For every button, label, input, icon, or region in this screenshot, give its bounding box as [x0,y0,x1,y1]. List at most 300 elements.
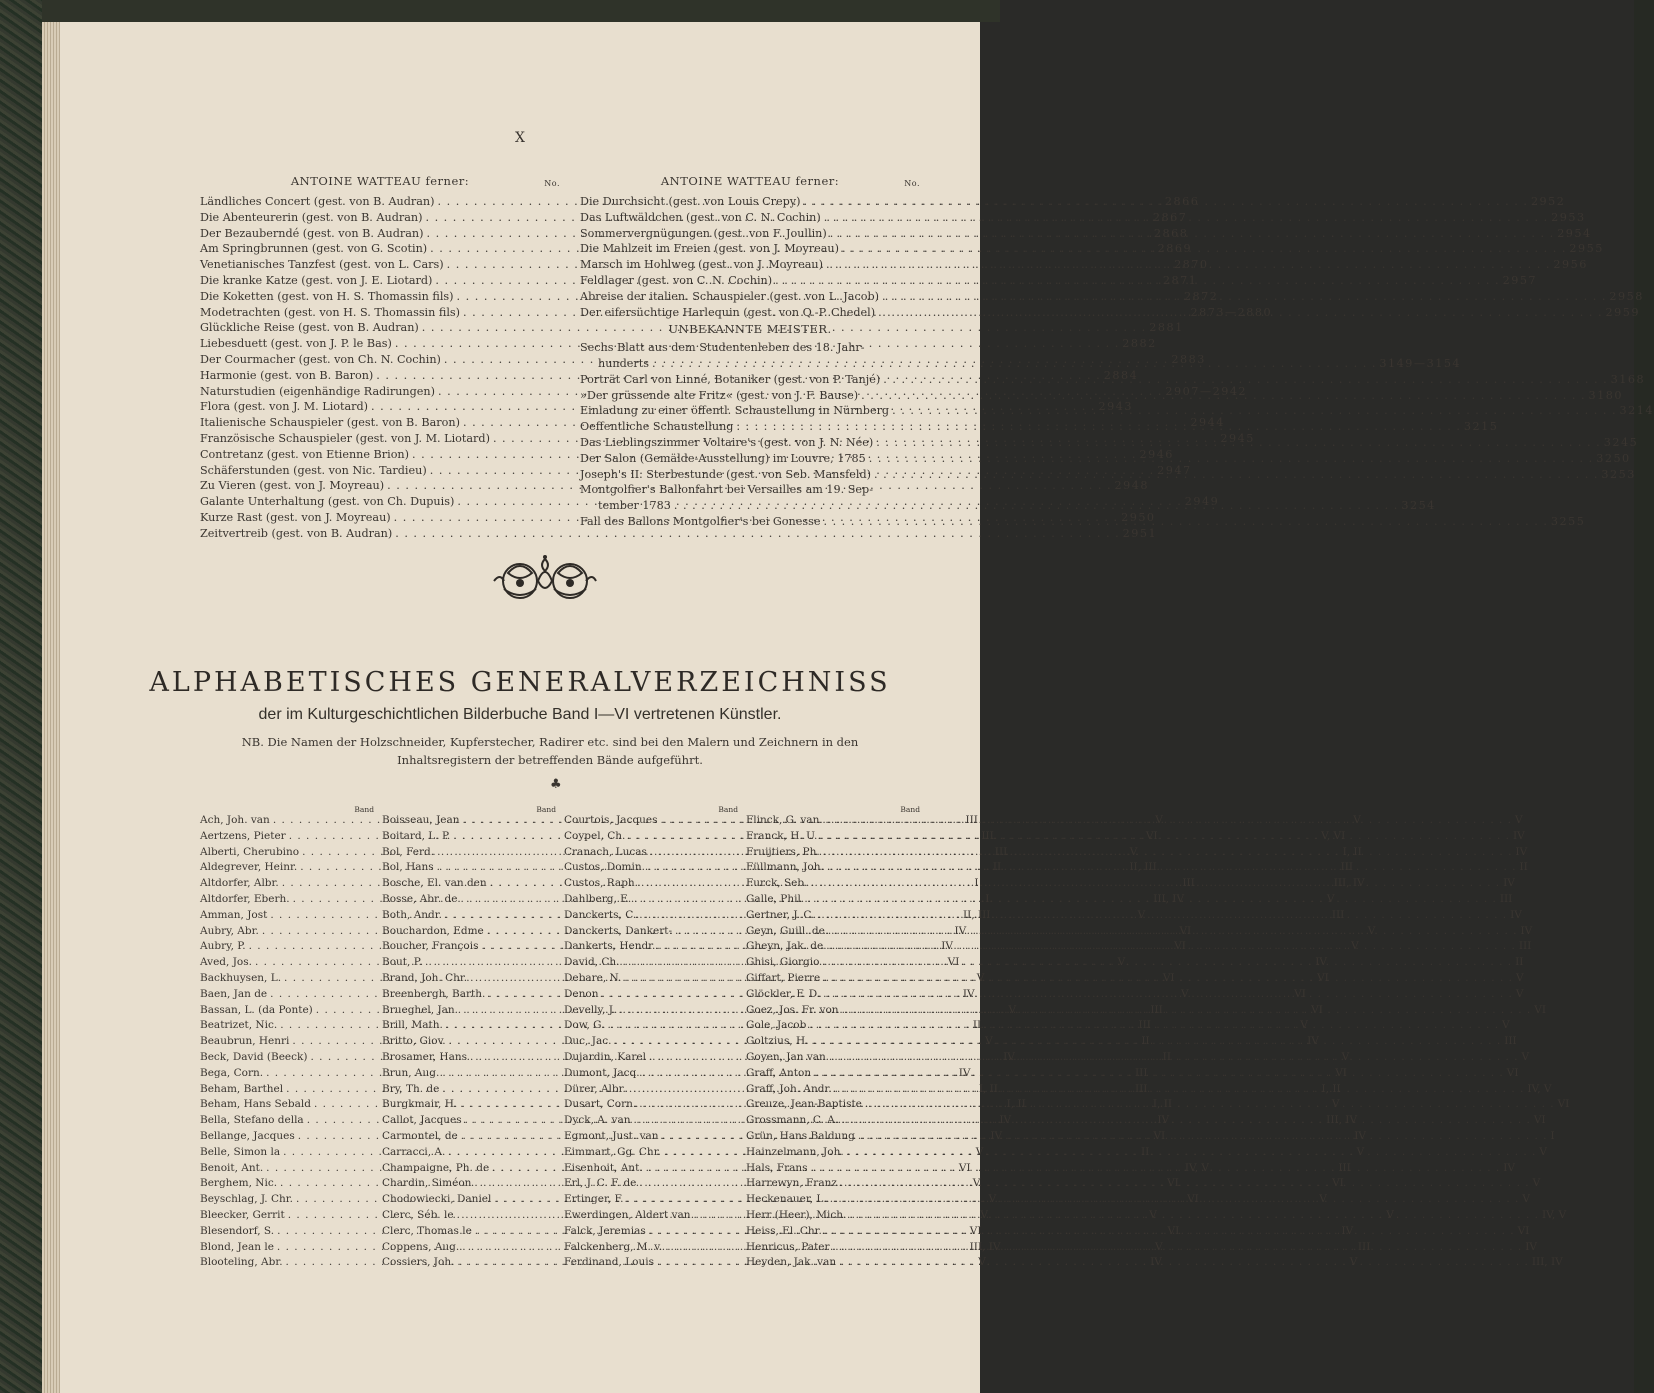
leader-dots [855,1129,1548,1145]
entry-title: Flora (gest. von J. M. Liotard) [200,400,369,414]
entry-number: II [1141,1035,1150,1048]
index-title: ALPHABETISCHES GENERALVERZEICHNISS [149,667,891,698]
entry-number: IV [1520,924,1533,937]
entry-number: VI [1506,1066,1519,1079]
entry-number: 3215 [1463,420,1499,434]
page-edges [42,22,60,1393]
entry-title: Bleecker, Gerrit [200,1208,285,1221]
entry-title: Courtois, Jacques [564,814,658,826]
entry-number: V [1367,924,1376,937]
entry-title: Aved, Jos. [200,956,252,969]
entry-title: Graff, Joh. Andr. [746,1082,832,1095]
entry-number: II [1162,1050,1171,1063]
leader-dots [811,1066,1504,1082]
entry-number: III, IV [969,1240,1001,1253]
entry-number: III [1138,1019,1151,1032]
entry-title: Ghisi, Giorgio [746,956,820,969]
entry-title: Aertzens, Pieter [200,829,286,842]
entry-number: V [1386,1208,1394,1221]
entry-number: IV, V [1527,1082,1552,1095]
leader-dots [817,829,1510,845]
entry-title: Hals, Frans [746,1161,808,1174]
entry-title: Hainzelmann, Joh. [746,1145,844,1158]
entry-number: V [1502,1019,1510,1032]
entry-title: Both, Andr. [382,908,442,921]
entry-title: Baen, Jan de [200,987,268,1000]
entry-number: 3214 [1619,404,1654,418]
entry-number: 2866 [1164,195,1200,208]
entry-title: Geyn, Guill. de [746,924,825,937]
entry-title: Brosamer, Hans [382,1050,467,1063]
entry-number: V [1008,1003,1017,1016]
entry-title: hunderts [598,356,649,370]
entry-title: Joseph's II. Sterbestunde (gest. von Seb. Mansfeld) [580,467,871,481]
entry-number: IV [954,924,967,937]
entry-number: 2958 [1609,289,1644,303]
entry-line: Sechs Blatt aus dem Studentenleben des 18. Jahr- [580,341,865,355]
leader-dots [814,908,1507,924]
leader-dots [866,451,1593,467]
entry-title: Custos, Domin. [564,861,645,874]
no-label: No. [904,179,920,188]
entry-title: Einladung zu einer öffentl. Schaustellung in Nürnberg [580,404,890,418]
entry-title: Harmonie (gest. von B. Baron) [200,368,374,382]
entry-title: Blesendorf, S. [200,1224,275,1237]
entry-number: VI [1335,1066,1347,1079]
leader-dots [820,514,1547,530]
entry-number: IV [1341,1224,1354,1237]
entry-number: VI [1174,940,1186,953]
book-cover-right [1634,0,1654,1393]
entry-title: Am Springbrunnen (gest. von G. Scotin) [200,242,428,256]
entry-title: Liebesduett (gest. von J. P. le Bas) [200,337,392,351]
leader-dots [838,1113,1531,1129]
entry-title: Bol, Hans [382,861,434,874]
entry-number: VI [1517,1224,1530,1237]
entry-number: 2868 [1153,226,1189,240]
leader-dots [820,845,1513,861]
entry-title: Beck, David (Beeck) [200,1050,308,1063]
entry-number: 2884 [1103,368,1139,382]
entry-title: Danckerts, Dankert- [564,924,673,937]
entry-number: V [980,1208,988,1221]
leader-dots [844,1145,1537,1161]
entry-number: V [1129,845,1138,858]
entry-title: Dumont, Jacq. [564,1066,640,1079]
entry-title: Egmont, Just. van [564,1129,659,1142]
entry-number: I [985,892,990,905]
entry-title: Galle, Phil. [746,892,805,905]
entry-number: 3250 [1596,451,1631,465]
entry-title: Duc, Jac. [564,1035,612,1048]
entry-number: III [1338,1161,1351,1174]
entry-number: III, IV [1153,892,1185,905]
entry-number: I, II [1342,845,1362,858]
clover-ornament: ♣ [550,777,562,792]
entry-title: Dürer, Albr. [564,1082,626,1095]
entry-number: 2872 [1183,289,1219,303]
entry-number: 2955 [1569,242,1604,256]
entry-number: IV [1354,1129,1366,1142]
entry-title: Benoit, Ant. [200,1161,264,1174]
entry-number: V [1154,1240,1163,1253]
entry-title: Boisseau, Jean [382,814,460,826]
entry-number: VI [969,1224,982,1237]
catalog-entry [200,526,1158,542]
floral-ornament [490,549,600,609]
entry-number: IV [941,940,953,953]
right-column-header: ANTOINE WATTEAU ferner: No. [580,174,920,194]
entry-title: Custos, Raph. [564,877,639,890]
entry-number: III [1150,1003,1163,1016]
entry-number: III, IV [1531,1256,1563,1269]
entry-number: III [1357,1240,1371,1253]
entry-title: Alberti, Cherubino [200,845,300,858]
entry-title: Bega, Corn. [200,1066,264,1079]
leader-dots [879,289,1606,305]
entry-title: Brueghel, Jan [382,1003,455,1016]
entry-title: Goez, Jos. Fr. von [746,1003,839,1016]
entry-number: V [978,1256,986,1269]
entry-title: Abreise der italien. Schauspieler (gest. von L. Jacob) [580,289,879,303]
entry-title: Develly, J. [564,1003,616,1016]
entry-title: Beatrizet, Nic. [200,1019,278,1032]
entry-number: V [1515,814,1523,826]
entry-number: VI [1311,1003,1323,1016]
entry-number: III [1135,1066,1148,1079]
entry-title: Aubry, Abr. [200,924,259,937]
entry-number: 2959 [1605,305,1640,319]
entry-number: 2956 [1553,258,1588,272]
entry-number: 2867 [1152,210,1188,224]
entry-number: VI [1167,1224,1180,1237]
leader-dots [830,1240,1523,1256]
leader-dots [649,356,1376,372]
entry-title: Goyen, Jan van [746,1050,826,1063]
entry-number: 2881 [1149,321,1184,335]
entry-title: Grossmann, C. A. [746,1114,839,1127]
entry-number: VI [1167,1177,1179,1190]
entry-title: Blooteling, Abr. [200,1256,283,1269]
entry-number: 2945 [1220,431,1255,445]
entry-number: I, II [1321,1082,1341,1095]
entry-title: Das Lieblingszimmer Voltaire's (gest. von J. N. Née) [580,435,874,449]
entry-title: Backhuysen, L. [200,971,282,984]
entry-number: III [1331,908,1345,921]
entry-number: 2949 [1184,495,1220,509]
entry-title: Carracci, A. [382,1145,446,1158]
entry-title: Chodowiecki, Daniel [382,1193,492,1206]
entry-title: Bella, Stefano della [200,1114,304,1127]
entry-number: IV [999,1114,1012,1127]
leader-dots [821,210,1548,226]
entry-number: IV [1307,1035,1319,1048]
entry-title: Fall des Ballons Montgolfier's bei Gonesse [580,514,821,528]
entry-title: Franck, H. U. [746,829,818,842]
entry-number: IV [1003,1050,1015,1063]
entry-title: Grün, Hans Baldung [746,1129,855,1142]
entry-title: Cranach, Lucas [564,845,647,858]
entry-number: 3168 [1610,372,1646,386]
entry-number: VI [1533,1114,1546,1127]
entry-number: V [985,1035,993,1048]
entry-title: Contretanz (gest. von Etienne Brion) [200,447,410,461]
entry-number: III [994,845,1008,858]
entry-number: V [1319,1193,1327,1206]
no-label: No. [544,179,560,188]
entry-title: Porträt Carl von Linné, Botaniker (gest. von P. Tanjé) [580,372,881,386]
entry-number: 2882 [1122,337,1157,351]
entry-title: Ewerdingen, Aldert van [564,1208,691,1221]
entry-number: V [1326,892,1335,905]
entry-number: 2883 [1171,352,1206,366]
entry-title: Bosche, El. van den [382,877,487,890]
entry-number: IV [1510,908,1522,921]
entry-title: Gole, Jacob [746,1019,807,1032]
entry-title: Breenbergh, Barth. [382,987,486,1000]
entry-title: Dujardin, Karel [564,1050,646,1063]
leader-dots [819,813,1512,829]
entry-number: III, IV [1333,877,1365,890]
leader-dots [823,939,1516,955]
leader-dots [820,971,1513,987]
entry-title: Burgkmair, H. [382,1098,458,1111]
entry-number: V [1356,1145,1365,1158]
entry-number: 3253 [1601,467,1636,481]
entry-title: Danckerts, C. [564,908,637,921]
band-label: Band [718,805,738,814]
entry-number: 2871 [1162,273,1198,287]
leader-dots [826,1050,1519,1066]
entry-number: IV [1150,1256,1162,1269]
entry-number: 2957 [1502,273,1538,287]
leader-dots [822,1224,1515,1240]
entry-title: Ländliches Concert (gest. von B. Audran) [200,195,435,208]
leader-dots [772,273,1499,289]
entry-title: Fruijtiers, Ph. [746,845,820,858]
entry-title: Ach, Joh. van [200,814,270,826]
entry-title: Die Koketten (gest. von H. S. Thomassin fils) [200,289,454,303]
entry-number: V [988,1193,997,1206]
entry-number: VI [1317,971,1329,984]
entry-title: Bout, P. [382,956,422,969]
entry-title: Amman, Jost [200,908,268,921]
entry-number: VI [1557,1098,1570,1111]
entry-number: III, IV [1326,1114,1358,1127]
entry-number: V [1331,1098,1340,1111]
entry-number: I, II [978,1082,998,1095]
entry-title: Bol, Ferd. [382,845,435,858]
entry-title: Der Salon (Gemälde-Ausstellung) im Louvre, 1785 [580,451,866,465]
entry-title: Das Luftwäldchen (gest. von C. N. Cochin) [580,210,821,224]
entry-number: II [992,861,1002,874]
leader-dots [824,860,1517,876]
entry-title: Marsch im Hohlweg (gest. von J. Moyreau) [580,258,823,272]
leader-dots [808,1161,1501,1177]
entry-number: 2950 [1121,510,1156,524]
leader-dots [819,955,1512,971]
entry-number: VI [1153,1129,1166,1142]
entry-number: IV [958,1066,971,1079]
entry-number: 2870 [1174,258,1209,272]
entry-title: Bassan, L. (da Ponte) [200,1003,313,1016]
entry-title: Carmontel, de [382,1129,458,1142]
entry-title: Bry, Th. de [382,1082,440,1095]
entry-number: V [1351,940,1359,953]
entry-title: Der Bezauberndé (gest. von B. Audran) [200,226,424,240]
leader-dots [827,226,1554,242]
entry-title: Dusart, Corn. [564,1098,637,1111]
entry-number: IV [1157,1114,1170,1127]
entry-number: II [1515,956,1524,969]
entry-title: Zeitvertreib (gest. von B. Audran) [200,526,393,540]
band-label: Band [536,805,556,814]
entry-title: Falckenberg, M. v. [564,1240,663,1253]
entry-title: Aldegrever, Heinr. [200,861,298,874]
leader-dots [839,241,1566,257]
entry-number: IV [1503,1161,1515,1174]
leader-dots [827,1192,1520,1208]
entry-number: I, II [1152,1098,1173,1111]
leader-dots [733,419,1460,435]
entry-number: III [1518,940,1532,953]
entry-number: IV [1513,829,1525,842]
entry-number: I [1550,1129,1555,1142]
entry-title: Cossiers, Joh. [382,1256,455,1269]
entry-title: Gheyn, Jak. de [746,940,824,953]
entry-title: Henricus, Pater [746,1240,830,1253]
leader-dots [836,1255,1529,1271]
entry-number: III [981,829,994,842]
entry-number: VI [1187,1193,1199,1206]
entry-number: 3180 [1588,388,1624,402]
entry-number: III [1504,1035,1517,1048]
entry-number: 3255 [1550,514,1586,528]
entry-number: 2943 [1098,400,1133,414]
entry-title: Der eifersüchtige Harlequin (gest. von Q.-P. Chedel) [580,305,876,319]
entry-number: IV [1525,1240,1537,1253]
entry-title: Italienische Schauspieler (gest. von B. Baron) [200,416,460,430]
entry-title: Füllmann, Joh. [746,861,824,874]
leader-dots [862,1097,1555,1113]
entry-number: V [1349,1256,1358,1269]
entry-number: V [1181,987,1189,1000]
entry-number: 2954 [1557,226,1592,240]
entry-title: Französische Schauspieler (gest. von J. M. Liotard) [200,431,490,445]
artist-entry [746,1208,1567,1224]
entry-title: Naturstudien (eigenhändige Radirungen) [200,384,435,398]
entry-title: Erl, J. C. F. de [564,1177,637,1190]
entry-number: 2944 [1190,416,1225,430]
entry-title: Eisenhoit, Ant. [564,1161,643,1174]
entry-number: III [1499,892,1513,905]
entry-title: »Der grüssende alte Fritz« (gest. von J. F. Bause) [580,388,859,402]
entry-title: Clerc, Thomas le [382,1224,472,1237]
entry-number: II, III [1129,861,1157,874]
entry-number: II [1519,861,1528,874]
band-label: Band [900,805,920,814]
entry-number: VI [1332,1177,1344,1190]
entry-title: Denon [564,987,599,1000]
leader-dots [871,467,1598,483]
entry-number: V [972,1177,981,1190]
entry-number: V [1532,1177,1541,1190]
entry-number: I, II [1006,1098,1026,1111]
entry-title: Schäferstunden (gest. von Nic. Tardieu) [200,463,427,477]
book-cover-top [0,0,1000,22]
entry-title: Harrewyn, Franz [746,1177,837,1190]
entry-title: Altdorfer, Albr. [200,877,279,890]
entry-number: V [976,971,985,984]
entry-title: Brill, Math. [382,1019,443,1032]
entry-number: III [965,814,978,826]
entry-title: Blond, Jean le [200,1240,274,1253]
entry-title: Glückliche Reise (gest. von B. Audran) [200,321,419,335]
entry-number: 3254 [1401,499,1436,513]
entry-number: 2951 [1122,526,1158,540]
entry-title: Chardin, Siméon [382,1177,472,1190]
leader-dots [846,1208,1539,1224]
entry-title: Callot, Jacques [382,1114,462,1127]
entry-number: IV [990,1129,1003,1142]
entry-title: Glöckler, F. D. [746,987,821,1000]
entry-number: III [1340,861,1354,874]
entry-title: Die kranke Katze (gest. von J. E. Liotard) [200,273,433,287]
leader-dots [832,1082,1525,1098]
book-page [60,22,1654,1393]
entry-title: Venetianisches Tanzfest (gest. von L. Cars) [200,258,444,272]
leader-dots [806,1018,1499,1034]
leader-dots [873,435,1600,451]
leader-dots [875,305,1602,321]
entry-title: Flinck, G. van [746,814,820,826]
entry-title: Bouchardon, Edme [382,924,484,937]
entry-number: 2952 [1530,195,1566,208]
entry-number: IV [1503,877,1515,890]
entry-title: Graff, Anton [746,1066,812,1079]
artist-entry [746,1255,1563,1271]
entry-title: Die Durchsicht (gest. von Louis Crepy) [580,195,801,208]
entry-number: 2946 [1139,447,1174,461]
entry-number: 3245 [1603,435,1639,449]
entry-number: 2873—2880 [1190,305,1273,319]
entry-number: 3149—3154 [1379,356,1462,370]
entry-number: II [972,1019,982,1032]
entry-number: IV [1315,956,1327,969]
entry-title: Greuze, Jean-Baptiste [746,1098,862,1111]
entry-number: III [1135,1082,1148,1095]
entry-title: Beaubrun, Henri [200,1035,290,1048]
entry-title: Coppens, Aug. [382,1240,460,1253]
band-label: Band [354,805,374,814]
entry-number: VI [1162,971,1175,984]
leader-dots [801,194,1528,210]
entry-title: Zu Vieren (gest. von J. Moyreau) [200,479,385,493]
leader-dots [839,1003,1532,1019]
entry-title: Modetrachten (gest. von H. S. Thomassin fils) [200,305,461,319]
entry-title: Dankerts, Hendr. [564,940,656,953]
entry-number: 2907—2942 [1165,384,1248,398]
page-number: X [515,130,525,146]
entry-number: VI [958,1161,971,1174]
entry-title: Coypel, Ch. [564,829,626,842]
entry-number: VI [1145,829,1158,842]
entry-number: VI [947,956,960,969]
entry-number: V [1515,987,1524,1000]
entry-title: Gertner, J. C. [746,908,815,921]
entry-number: V [1521,1050,1530,1063]
entry-title: Kurze Rast (gest. von J. Moyreau) [200,510,391,524]
